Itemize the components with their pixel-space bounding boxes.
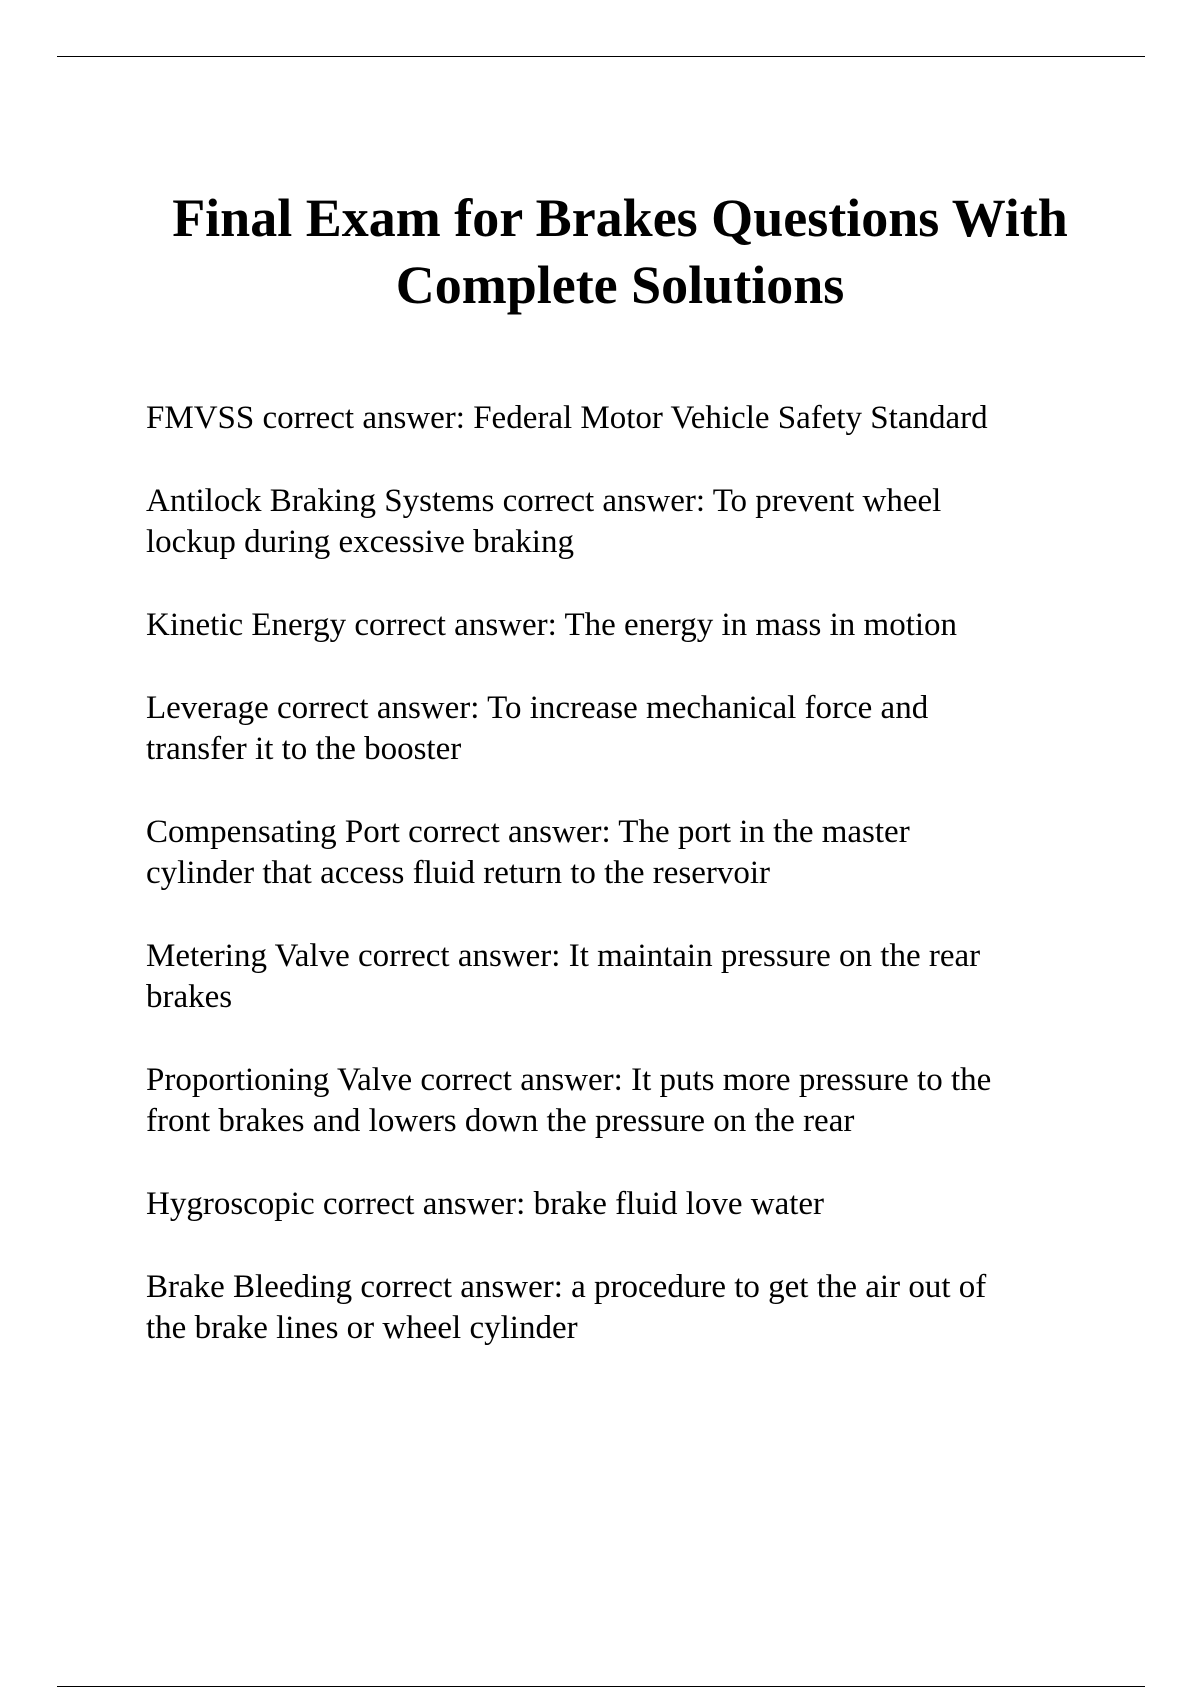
top-rule	[57, 56, 1145, 57]
entry-line: FMVSS correct answer: Federal Motor Vehicle Safety Standard	[146, 400, 988, 436]
entry-line: front brakes and lowers down the pressure on the rear	[146, 1103, 855, 1139]
qa-entry-metering-valve	[146, 936, 1106, 1018]
qa-entry-compensating-port	[146, 812, 1106, 894]
entry-line: Kinetic Energy correct answer: The energy in mass in motion	[146, 607, 958, 643]
qa-entry-leverage	[146, 688, 1106, 770]
entry-line: the brake lines or wheel cylinder	[146, 1310, 578, 1346]
qa-list	[146, 398, 1106, 1391]
qa-entry-brake-bleeding	[146, 1267, 1106, 1349]
entry-line: cylinder that access fluid return to the reservoir	[146, 855, 771, 891]
entry-line: Brake Bleeding correct answer: a procedure to get the air out of	[146, 1269, 987, 1305]
qa-entry-fmvss	[146, 398, 1106, 439]
entry-line: brakes	[146, 979, 233, 1015]
page-title	[100, 185, 1140, 319]
entry-line: Antilock Braking Systems correct answer: To prevent wheel	[146, 483, 942, 519]
entry-line: Proportioning Valve correct answer: It puts more pressure to the	[146, 1062, 992, 1098]
entry-line: Compensating Port correct answer: The port in the master	[146, 814, 910, 850]
qa-entry-antilock-braking-systems	[146, 481, 1106, 563]
qa-entry-proportioning-valve	[146, 1060, 1106, 1142]
entry-line: lockup during excessive braking	[146, 524, 574, 560]
qa-entry-kinetic-energy	[146, 605, 1106, 646]
entry-line: Leverage correct answer: To increase mechanical force and	[146, 690, 929, 726]
title-line: Final Exam for Brakes Questions With	[172, 188, 1068, 248]
entry-line: Metering Valve correct answer: It maintain pressure on the rear	[146, 938, 981, 974]
entry-line: transfer it to the booster	[146, 731, 462, 767]
bottom-rule	[57, 1686, 1145, 1687]
entry-line: Hygroscopic correct answer: brake fluid love water	[146, 1186, 825, 1222]
title-line: Complete Solutions	[395, 255, 845, 315]
qa-entry-hygroscopic	[146, 1184, 1106, 1225]
